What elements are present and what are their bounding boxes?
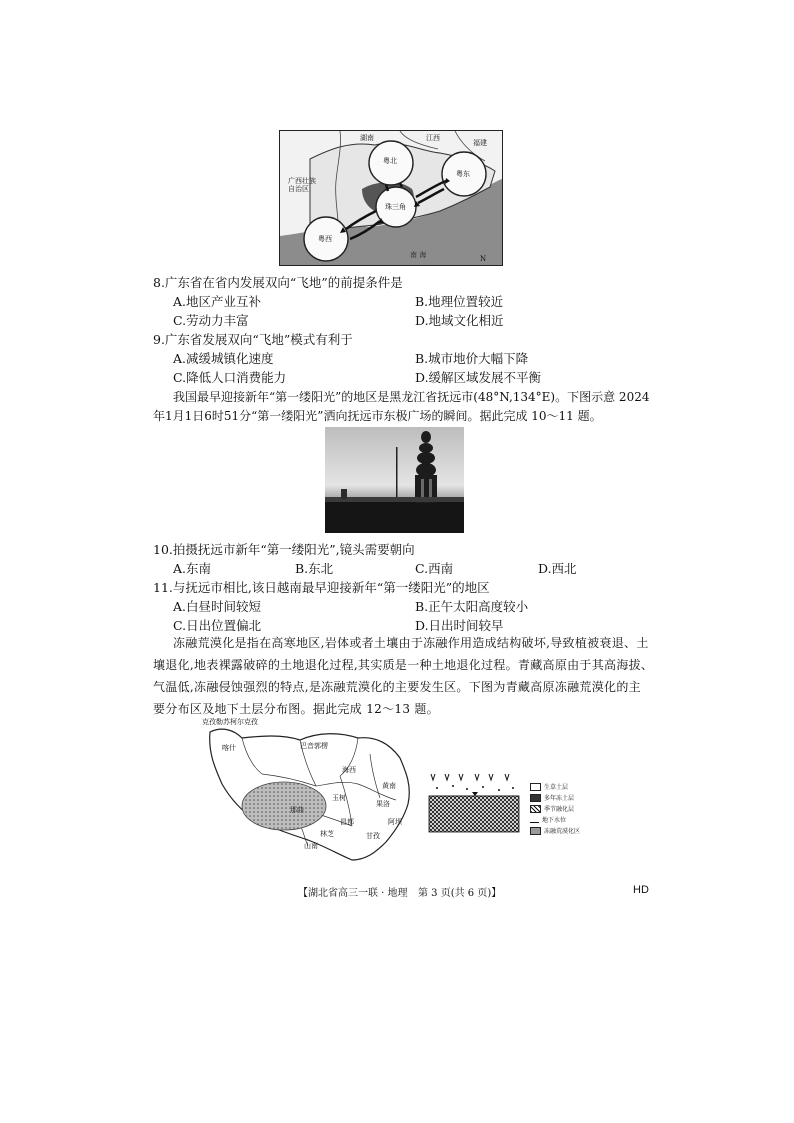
intro-12-13-line2: 壤退化,地表裸露破碎的土地退化过程,其实质是一种土地退化过程。青藏高原由于其高海拔、 [153, 658, 654, 672]
legend-label: 季节融化层 [544, 806, 575, 813]
legend-label: 多年冻土层 [544, 795, 575, 802]
intro-12-13 [153, 632, 653, 720]
q8-option-c: C.劳动力丰富 [173, 313, 249, 328]
question-10-stem: 10.拍摄抚远市新年“第一缕阳光”,镜头需要朝向 [153, 542, 415, 557]
label-nanhai: 南 海 [410, 251, 427, 259]
q11-option-b: B.正午太阳高度较小 [415, 599, 529, 614]
q11-option-d: D.日出时间较早 [415, 618, 504, 633]
q9-option-b: B.城市地价大幅下降 [415, 351, 529, 366]
label-changdu: 昌都 [340, 818, 354, 826]
legend-item [530, 781, 600, 792]
q10-option-d: D.西北 [538, 561, 577, 576]
footer-left: 【湖北省高三一联 · 地理 [298, 888, 408, 899]
label-linzhi: 林芝 [320, 830, 334, 838]
label-yuebei: 粤北 [383, 157, 397, 165]
question-9-stem: 9.广东省发展双向“飞地”模式有利于 [153, 332, 353, 347]
tibet-plateau-map [200, 714, 420, 866]
soil-profile-diagram [427, 770, 521, 836]
guangdong-map [279, 130, 503, 266]
q10-option-a: A.东南 [173, 561, 212, 576]
question-8-stem: 8.广东省在省内发展双向“飞地”的前提条件是 [153, 275, 403, 290]
label-sanjiaozhou: 珠三角 [385, 203, 406, 211]
legend-label: 地下水位 [542, 817, 567, 824]
label-aba: 阿坝 [388, 818, 402, 826]
q10-option-b: B.东北 [295, 561, 334, 576]
label-haixi: 海西 [342, 766, 356, 774]
sunrise-photo [325, 427, 464, 533]
intro-12-13-line4: 要分布区及地下土层分布图。据此完成 12～13 题。 [153, 702, 439, 716]
label-shannan: 山南 [304, 842, 318, 850]
intro-12-13-line3: 气温低,冻融侵蚀强烈的特点,是冻融荒漠化的主要发生区。下图为青藏高原冻融荒漠化的主 [153, 680, 641, 694]
legend-item [530, 825, 600, 836]
q8-option-d: D.地域文化相近 [415, 313, 504, 328]
q11-option-a: A.白昼时间较短 [173, 599, 262, 614]
label-yuedong: 粤东 [456, 170, 470, 178]
label-ganzi: 甘孜 [366, 832, 380, 840]
q9-option-c: C.降低人口消费能力 [173, 370, 287, 385]
intro-10-11-line1: 我国最早迎接新年“第一缕阳光”的地区是黑龙江省抚远市(48°N,134°E)。下图示意 2024 [173, 390, 650, 404]
sunrise-photo-graphic [325, 427, 464, 533]
soil-legend [530, 781, 600, 836]
legend-label: 生草土层 [544, 784, 569, 791]
q8-option-b: B.地理位置较近 [415, 294, 504, 309]
legend-swatch [530, 805, 541, 813]
footer-code: HD [633, 884, 649, 896]
q10-option-c: C.西南 [415, 561, 454, 576]
label-kashi: 喀什 [222, 744, 236, 752]
label-jiangxi: 江西 [426, 134, 440, 142]
label-bayinguoleng: 巴音郭楞 [300, 742, 328, 750]
legend-item [530, 814, 600, 825]
q9-option-d: D.缓解区域发展不平衡 [415, 370, 542, 385]
soil-profile-graphic [427, 770, 521, 836]
label-yushu: 玉树 [332, 794, 346, 802]
label-guangxi: 广西壮族自治区 [288, 177, 316, 193]
intro-12-13-line1: 冻融荒漠化是指在高寒地区,岩体或者土壤由于冻融作用造成结构破坏,导致植被衰退、土 [173, 636, 649, 650]
guangdong-map-graphic [280, 131, 502, 265]
legend-item [530, 792, 600, 803]
label-guoluo: 果洛 [376, 800, 390, 808]
q11-option-c: C.日出位置偏北 [173, 618, 262, 633]
legend-item [530, 803, 600, 814]
svg-text:N: N [480, 255, 487, 263]
label-yuexi: 粤西 [318, 235, 332, 243]
q8-option-a: A.地区产业互补 [173, 294, 262, 309]
legend-swatch [530, 783, 541, 791]
q9-option-a: A.减缓城镇化速度 [173, 351, 274, 366]
label-naqu: 那曲 [290, 806, 304, 814]
label-kezhou: 克孜勒苏柯尔克孜 [202, 718, 258, 726]
footer-page-number: 第 3 页(共 6 页)】 [418, 888, 502, 899]
legend-swatch [530, 827, 541, 835]
intro-10-11-line2: 年1月1日6时51分“第一缕阳光”洒向抚远市东极广场的瞬间。据此完成 10～11 题。 [153, 409, 602, 423]
legend-swatch [530, 816, 539, 823]
question-11-stem: 11.与抚远市相比,该日越南最早迎接新年“第一缕阳光”的地区 [153, 580, 490, 595]
label-fujian: 福建 [473, 139, 487, 147]
legend-label: 冻融荒漠化区 [544, 828, 581, 835]
legend-swatch [530, 794, 541, 802]
label-hunan: 湖南 [360, 134, 374, 142]
label-huangnan: 黄南 [382, 782, 396, 790]
